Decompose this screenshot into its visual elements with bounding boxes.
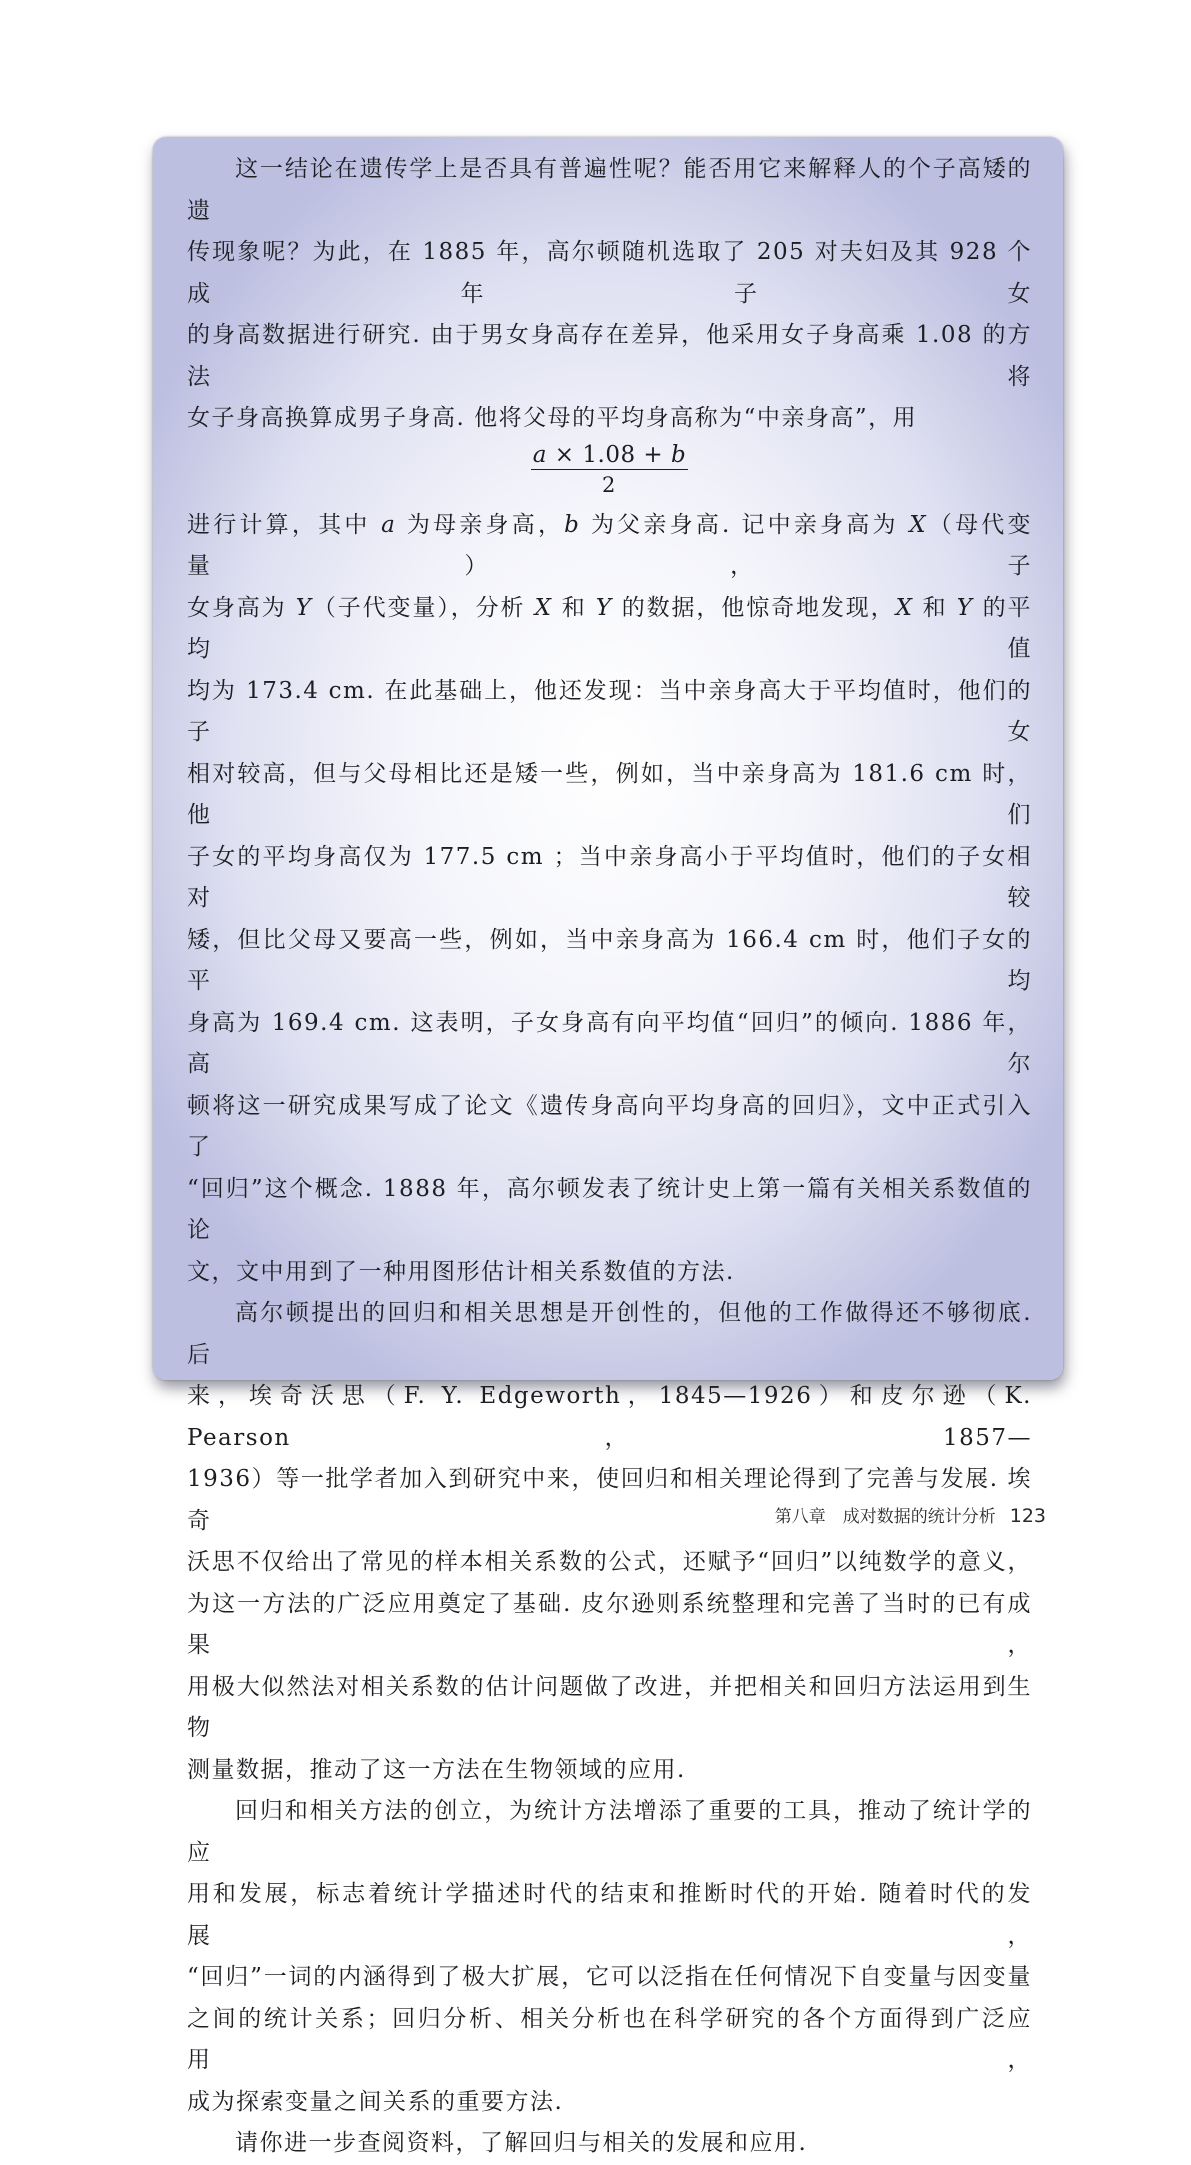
variable-b: b — [564, 511, 581, 538]
paragraph-4-line-5: 成为探索变量之间关系的重要方法. — [187, 2088, 564, 2115]
text-run: 为母亲身高， — [396, 511, 565, 538]
paragraph-3-line-6: 用极大似然法对相关系数的估计问题做了改进，并把相关和回归方法运用到生物 — [187, 1673, 1032, 1741]
paragraph-2-line-4: 相对较高，但与父母相比还是矮一些，例如，当中亲身高为 181.6 cm 时，他们 — [187, 760, 1032, 828]
formula-denominator: 2 — [602, 472, 617, 497]
text-run: 和 — [913, 594, 957, 621]
paragraph-3-line-4: 沃思不仅给出了常见的样本相关系数的公式，还赋予“回归”以纯数学的意义， — [187, 1549, 1032, 1575]
paragraph-2-line-1 — [187, 505, 1032, 588]
formula-var-a: a — [532, 441, 547, 468]
paragraph-4-line-3: “回归”一词的内涵得到了极大扩展，它可以泛指在任何情况下自变量与因变量 — [187, 1964, 1032, 1990]
paragraph-2-line-9: “回归”这个概念. 1888 年，高尔顿发表了统计史上第一篇有关相关系数值的论 — [187, 1175, 1032, 1243]
variable-x: X — [895, 594, 914, 621]
text-run: 进行计算，其中 — [187, 511, 382, 538]
reading-text — [187, 149, 1032, 2165]
paragraph-3-line-1: 高尔顿提出的回归和相关思想是开创性的，但他的工作做得还不够彻底. 后 — [187, 1300, 1032, 1368]
variable-y: Y — [956, 594, 974, 621]
paragraph-3-line-3: 1936）等一批学者加入到研究中来，使回归和相关理论得到了完善与发展. 埃奇 — [187, 1466, 1032, 1534]
paragraph-2-line-2 — [187, 588, 1032, 671]
formula-var-b: b — [670, 441, 687, 468]
fraction — [531, 442, 688, 506]
text-run: 的数据，他惊奇地发现， — [612, 594, 896, 621]
paragraph-1-line-3: 的身高数据进行研究. 由于男女身高存在差异，他采用女子身高乘 1.08 的方法将 — [187, 322, 1032, 390]
page-footer — [775, 1502, 1046, 1527]
paragraph-4-line-1: 回归和相关方法的创立，为统计方法增添了重要的工具，推动了统计学的应 — [187, 1798, 1032, 1866]
text-run: 的平均值 — [187, 594, 1033, 662]
paragraph-3-line-2: 来，埃奇沃思（F. Y. Edgeworth，1845—1926）和皮尔逊（K. Pearson，1857— — [187, 1383, 1032, 1451]
variable-x: X — [909, 511, 928, 538]
formula-numerator — [531, 442, 688, 470]
paragraph-1-line-1: 这一结论在遗传学上是否具有普遍性呢？能否用它来解释人的个子高矮的遗 — [187, 156, 1032, 224]
text-run: 女身高为 — [187, 594, 296, 621]
paragraph-2-line-6: 矮，但比父母又要高一些，例如，当中亲身高为 166.4 cm 时，他们子女的平均 — [187, 926, 1032, 994]
text-run: （母代变量），子 — [187, 511, 1033, 579]
variable-y: Y — [595, 594, 613, 621]
paragraph-4-line-2: 用和发展，标志着统计学描述时代的结束和推断时代的开始. 随着时代的发展， — [187, 1881, 1032, 1949]
text-run: 为父亲身高. 记中亲身高为 — [580, 511, 910, 538]
paragraph-3-line-5: 为这一方法的广泛应用奠定了基础. 皮尔逊则系统整理和完善了当时的已有成果， — [187, 1590, 1032, 1658]
paragraph-2-line-5: 子女的平均身高仅为 177.5 cm ；当中亲身高小于平均值时，他们的子女相对较 — [187, 843, 1032, 911]
text-run: （子代变量），分析 — [312, 594, 535, 621]
paragraph-4-line-4: 之间的统计关系；回归分析、相关分析也在科学研究的各个方面得到广泛应用， — [187, 2005, 1032, 2073]
paragraph-2-line-10: 文，文中用到了一种用图形估计相关系数值的方法. — [187, 1258, 735, 1285]
paragraph-1-line-2: 传现象呢？为此，在 1885 年，高尔顿随机选取了 205 对夫妇及其 928 个成年子女 — [187, 239, 1032, 307]
formula-operator: × 1.08 + — [546, 441, 671, 468]
page-number: 123 — [1009, 1505, 1046, 1527]
variable-y: Y — [295, 594, 313, 621]
mid-parent-height-formula — [187, 442, 1032, 506]
paragraph-2-line-7: 身高为 169.4 cm. 这表明，子女身高有向平均值“回归”的倾向. 1886 年，高尔 — [187, 1009, 1032, 1077]
text-run: 和 — [552, 594, 596, 621]
paragraph-2-line-3: 均为 173.4 cm. 在此基础上，他还发现：当中亲身高大于平均值时，他们的子女 — [187, 677, 1032, 745]
variable-a: a — [381, 511, 397, 538]
paragraph-2-line-8: 顿将这一研究成果写成了论文《遗传身高向平均身高的回归》，文中正式引入了 — [187, 1092, 1032, 1160]
paragraph-3-line-7: 测量数据，推动了这一方法在生物领域的应用. — [187, 1756, 686, 1783]
paragraph-5-line-1: 请你进一步查阅资料，了解回归与相关的发展和应用. — [235, 2130, 808, 2156]
chapter-title: 第八章 成对数据的统计分析 — [774, 1507, 996, 1527]
variable-x: X — [534, 594, 553, 621]
paragraph-1-line-4: 女子身高换算成男子身高. 他将父母的平均身高称为“中亲身高”，用 — [187, 405, 918, 431]
